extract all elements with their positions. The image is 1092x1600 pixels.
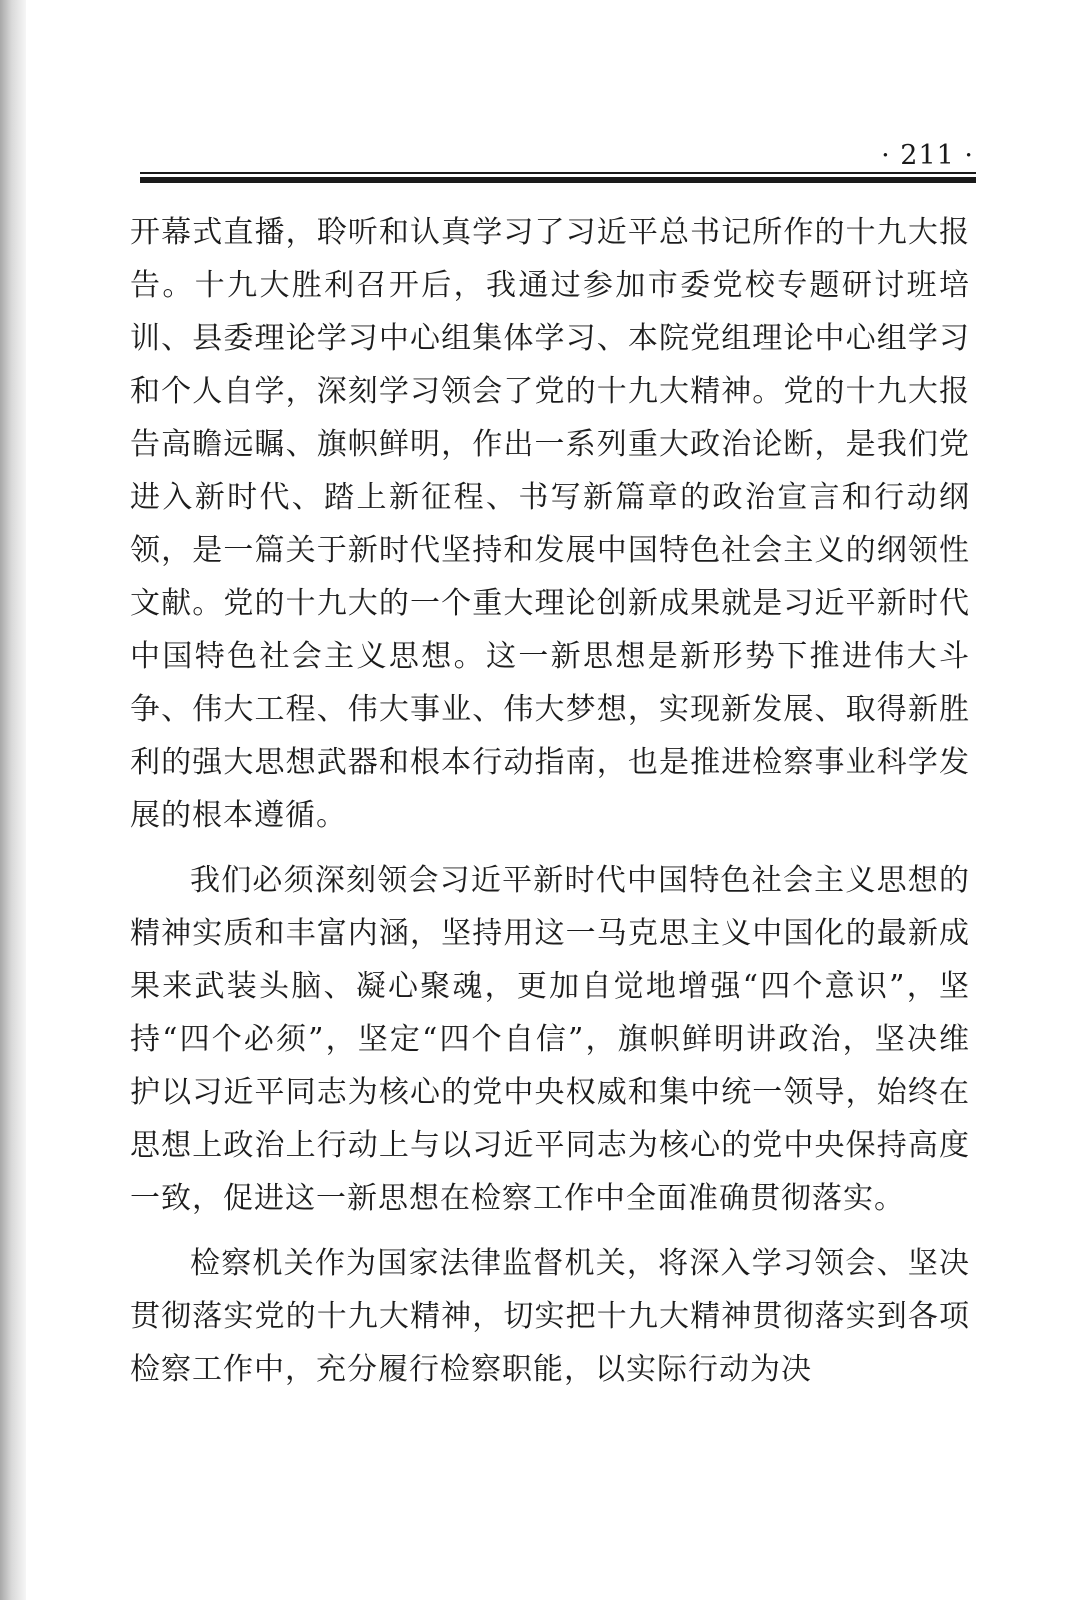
- page-number: · 211 ·: [881, 140, 974, 171]
- header-rule-thin: [140, 172, 976, 174]
- paragraph-continued: 开幕式直播，聆听和认真学习了习近平总书记所作的十九大报告。十九大胜利召开后，我通过参加市委党校专题研讨班培训、县委理论学习中心组集体学习、本院党组理论中心组学习和个人自学，深刻学习领会了党的十九大精神。党的十九大报告高瞻远瞩、旗帜鲜明，作出一系列重大政治论断，是我们党进入新时代、踏上新征程、书写新篇章的政治宣言和行动纲领，是一篇关于新时代坚持和发展中国特色社会主义的纲领性文献。党的十九大的一个重大理论创新成果就是习近平新时代中国特色社会主义思想。这一新思想是新形势下推进伟大斗争、伟大工程、伟大事业、伟大梦想，实现新发展、取得新胜利的强大思想武器和根本行动指南，也是推进检察事业科学发展的根本遵循。: [130, 215, 970, 833]
- header-rule-thick: [140, 177, 976, 183]
- body-text: [130, 206, 970, 1396]
- paragraph: 检察机关作为国家法律监督机关，将深入学习领会、坚决贯彻落实党的十九大精神，切实把十九大精神贯彻落实到各项检察工作中，充分履行检察职能，以实际行动为决: [130, 1246, 970, 1387]
- paragraph: 我们必须深刻领会习近平新时代中国特色社会主义思想的精神实质和丰富内涵，坚持用这一马克思主义中国化的最新成果来武装头脑、凝心聚魂，更加自觉地增强“四个意识”，坚持“四个必须”，坚定“四个自信”，旗帜鲜明讲政治，坚决维护以习近平同志为核心的党中央权威和集中统一领导，始终在思想上政治上行动上与以习近平同志为核心的党中央保持高度一致，促进这一新思想在检察工作中全面准确贯彻落实。: [130, 863, 970, 1216]
- header-rule: [140, 172, 976, 184]
